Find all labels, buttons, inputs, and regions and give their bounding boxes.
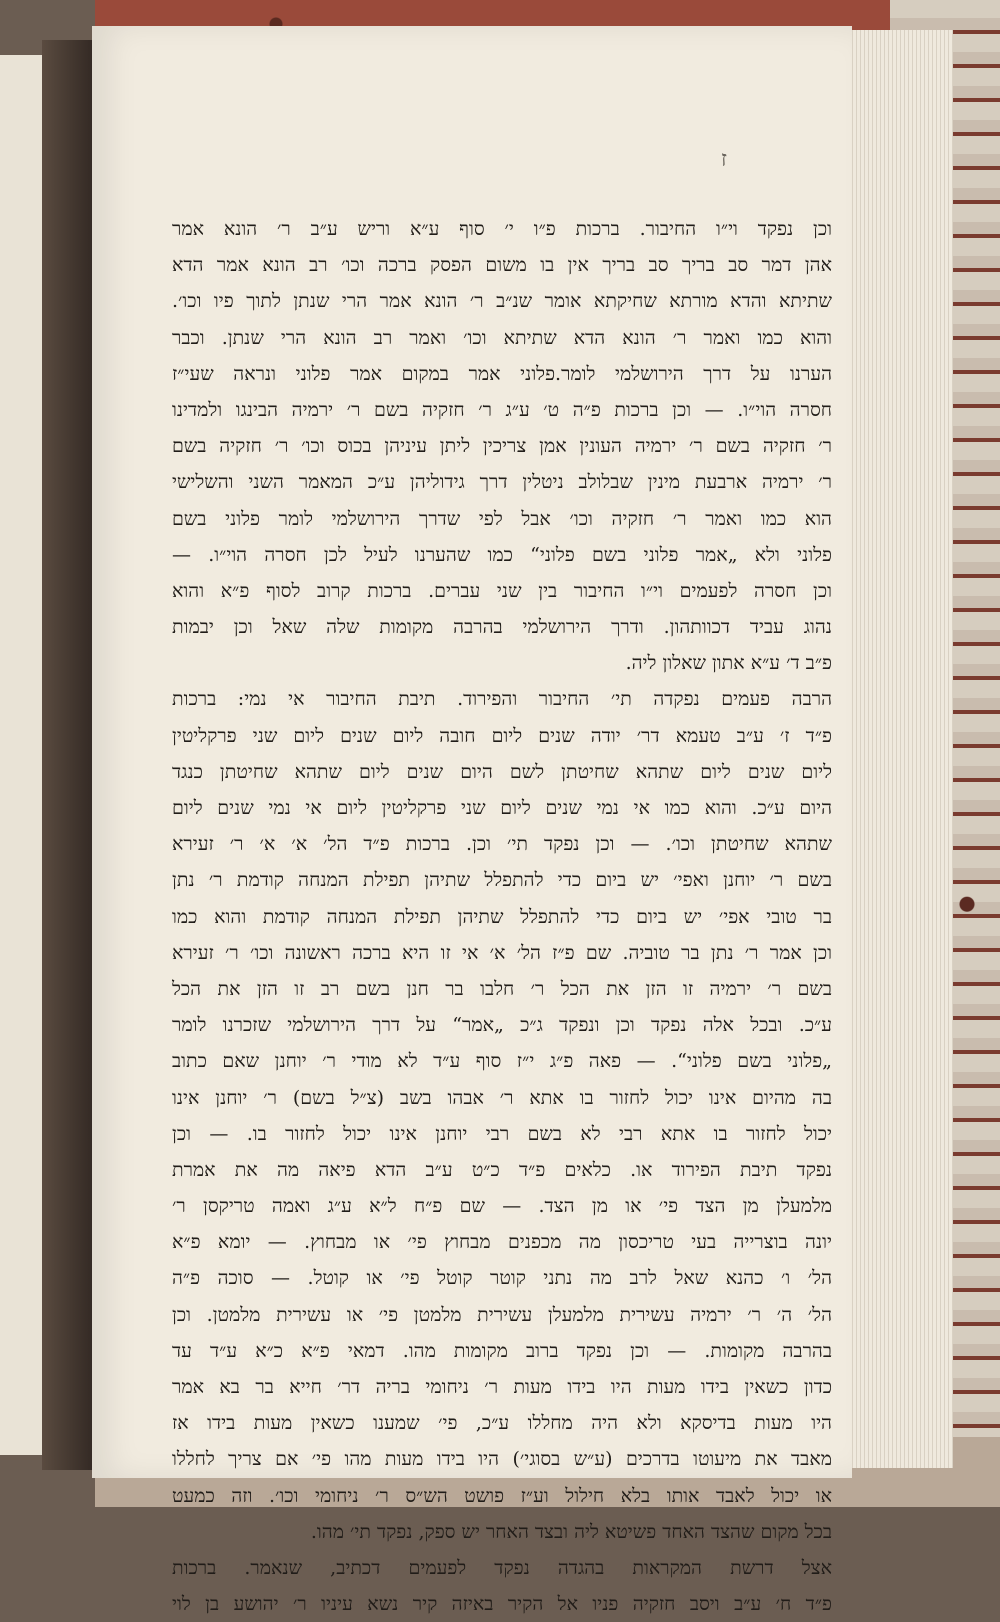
text-line: בר טובי אפי׳ יש ביום כדי להתפלל שתיהן תפילת המנחה קודמת והוא כמו [172, 905, 832, 928]
text-line: פ״ד ז׳ ע״ב טעמא דר׳ יודה שנים ליום חובה ליום שנים ליום שני פרקליטין [172, 724, 832, 747]
text-line: פ״ד ח׳ ע״ב ויסב חזקיה פניו אל הקיר באיזה קיר נשא עיניו ר׳ יהושע בן לוי [172, 1593, 832, 1616]
text-line: הל׳ ו׳ כהנא שאל לרב מה נתני קוטר קוטל פי׳ או קוטל. — סוכה פ״ה [172, 1267, 832, 1290]
text-line: הרבה פעמים נפקדה תי׳ החיבור והפירוד. תיבת החיבור אי נמי: ברכות [172, 688, 832, 711]
text-line: פלוני ולא „אמר פלוני בשם פלוני“ כמו שהערנו לעיל לכן חסרה הוי״ו. — [172, 543, 832, 566]
text-line: ע״כ. ובכל אלה נפקד וכן ונפקד ג״כ „אמר“ על דרך הירושלמי שזכרנו לומר [172, 1014, 832, 1037]
text-line: חסרה הוי״ו. — וכן ברכות פ״ה ט׳ ע״ג ר׳ חזקיה בשם ר׳ ירמיה הבינגו ולמדינו [172, 398, 832, 421]
text-line: או יכול לאבד אותו בלא חילול וע״ז פושט הש״ס ר׳ ניחומי וכו׳. וזה כמעט [172, 1484, 832, 1507]
text-line: שתהא שחיטתן וכו׳. — וכן נפקד תי׳ וכן. ברכות פ״ד הל׳ א׳ א׳ ר׳ זעירא [172, 833, 832, 856]
text-line: היום ע״כ. והוא כמו אי נמי שנים ליום שני פרקליטין ליום אי נמי שנים ליום [172, 797, 832, 819]
text-line: וכן נפקד וי״ו החיבור. ברכות פ״ו י׳ סוף ע״א וריש ע״ב ר׳ הונא אמר [172, 218, 832, 240]
text-line: והוא כמו ואמר ר׳ הונא הדא שתיתא וכו׳ ואמר רב הונא הרי שנתן. וכבר [172, 326, 832, 349]
text-line: פ״ב ד׳ ע״א אתון שאלון ליה. [625, 652, 832, 675]
text-line: יונה בוצרייה בעי טריכסון מה מכפנים מבחוץ פי׳ או מבחוץ. — יומא פ״א [172, 1231, 832, 1254]
text-line: אהן דמר סב בריך סב בריך אין בו משום הפסק ברכה וכו׳ רב הונא אמר הדא [172, 254, 832, 277]
book-page [92, 26, 852, 1616]
text-line: וכן אמר ר׳ נתן בר טוביה. שם פ״ז הל׳ א׳ אי זו היא ברכה ראשונה וכו׳ ר׳ זעירא [172, 941, 832, 964]
text-line: „פלוני בשם פלוני“. — פאה פ״ג י״ז סוף ע״ד לא מודי ר׳ יוחנן שאם כתוב [172, 1050, 832, 1073]
left-page-edge [0, 55, 43, 1455]
text-line: בשם ר׳ יוחנן ואפי׳ יש ביום כדי להתפלל שתיהן תפילת המנחה קודמת ר׳ נתן [172, 869, 832, 892]
text-line: בהרבה מקומות. — וכן נפקד ברוב מקומות מהו. דמאי פ״א כ״א ע״ד עד [172, 1339, 832, 1362]
text-line: בשם ר׳ ירמיה זו הזן את הכל ר׳ חלבו בר חנן בשם רב זו הזן את הכל [172, 977, 832, 1000]
text-line: נהוג עביד דכוותהון. ודרך הירושלמי בהרבה מקומות שלה שאל וכן יבמות [172, 616, 832, 639]
text-line: הערנו על דרך הירושלמי לומר.פלוני אמר במקום אמר פלוני ונראה שעי״ז [172, 362, 832, 385]
text-line: יכול לחזור בו אתא רבי לא בשם רבי יוחנן אינו יכול לחזור בו. — וכן [172, 1122, 832, 1145]
text-block [172, 211, 832, 1622]
text-line: כדון כשאין בידו מעות היו בידו מעות ר׳ ניחומי בריה דר׳ חייא בר בא אמר [172, 1376, 832, 1398]
text-line: הוא כמו ואמר ר׳ חזקיה וכו׳ אבל לפי שדרך הירושלמי לומר פלוני בשם [172, 507, 832, 530]
text-line: מלמעלן מן הצד פי׳ או מן הצד. — שם פ״ח ל״א ע״ג ואמה טריקסן ר׳ [172, 1195, 832, 1218]
text-line: בכל מקום שהצד האחד פשיטא ליה ובצד האחר יש ספק, נפקד תי׳ מהו. [310, 1520, 832, 1543]
text-line: היו מעות בדיסקא ולא היה מחללו ע״כ, פי׳ שמענו כשאין מעות בידו אז [172, 1412, 832, 1435]
text-line: בה מהיום אינו יכול לחזור בו אתא ר׳ אבהו בשב (צ״ל בשם) ר׳ יוחנן אינו [172, 1086, 832, 1109]
text-line: ליום שנים ליום שתהא שחיטתן לשם היום שנים ליום שתהא שחיטתן כנגד [172, 760, 832, 783]
text-line: ר׳ ירמיה ארבעת מינין שבלולב ניטלין דרך גידוליהן ע״כ המאמר השני והשלישי [172, 471, 832, 494]
text-line: וכן חסרה לפעמים וי״ו החיבור בין שני עברים. ברכות קרוב לסוף פ״א והוא [172, 579, 832, 602]
text-line: מאבד את מיעוטו בדרכים (ע״ש בסוגי׳) היו בידו מעות מהו פי׳ אם צריך לחללו [172, 1448, 832, 1471]
page-number: ז [720, 147, 728, 172]
text-line: נפקד תיבת הפירוד או. כלאים פ״ד כ״ט ע״ב הדא פיאה מה את אמרת [172, 1158, 832, 1181]
text-line: הל׳ ה׳ ר׳ ירמיה עשירית מלמעלן עשירית מלמטן פי׳ או עשירית מלמטן. וכן [172, 1303, 832, 1326]
text-line: ר׳ חזקיה בשם ר׳ ירמיה העונין אמן צריכין ליתן עיניהן בכוס וכו׳ ר׳ חזקיה בשם [172, 435, 832, 458]
text-line: אצל דרשת המקראות בהגדה נפקד לפעמים דכתיב, שנאמר. ברכות [172, 1556, 832, 1579]
text-line: שתיתא והדא מורתא שחיקתא אומר שנ״ב ר׳ הונא אמר הרי שנתן לתוך פיו וכו׳. [172, 290, 832, 313]
